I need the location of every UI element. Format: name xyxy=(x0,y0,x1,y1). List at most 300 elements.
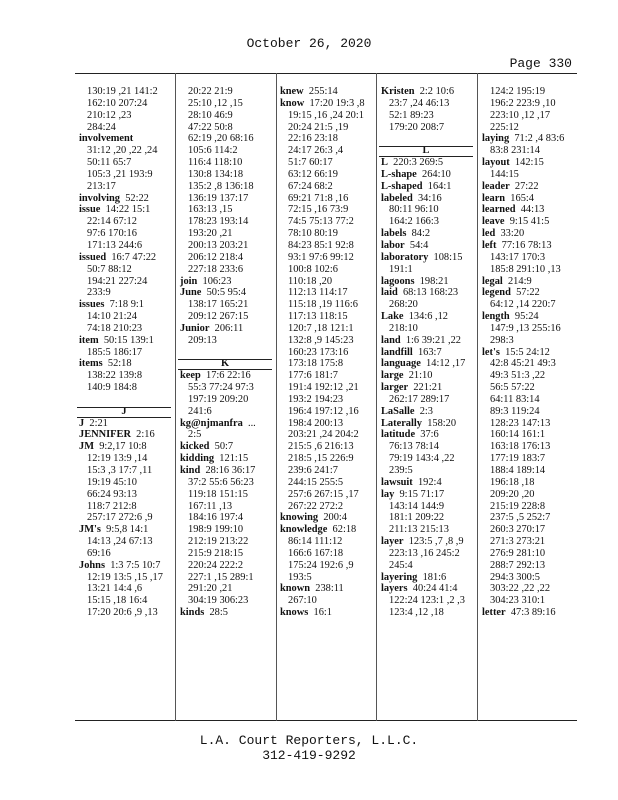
index-term: JM xyxy=(79,441,95,453)
index-column-5 xyxy=(482,86,572,619)
index-continuation: 257:17 272:6 ,9 xyxy=(87,512,153,524)
index-continuation: 260:3 270:17 xyxy=(490,524,546,536)
index-term: labeled xyxy=(381,192,413,204)
index-continuation: 241:6 xyxy=(188,405,212,417)
index-continuation: 191:1 xyxy=(389,263,413,275)
index-continuation: 78:10 80:19 xyxy=(288,228,338,240)
index-continuation: 31:12 ,20 ,22 ,24 xyxy=(87,145,158,157)
index-entry xyxy=(180,418,270,430)
index-continuation: 177:6 181:7 xyxy=(288,370,338,382)
index-entry xyxy=(180,465,270,477)
index-continuation: 136:19 137:17 xyxy=(188,192,249,204)
index-term: lawsuit xyxy=(381,476,413,488)
index-continuation: 79:19 143:4 ,22 xyxy=(389,453,455,465)
index-references: 198:21 xyxy=(419,275,449,287)
index-term: L-shaped xyxy=(381,180,423,192)
index-entry xyxy=(381,489,471,501)
footer-company: L.A. Court Reporters, L.L.C. xyxy=(199,733,419,748)
index-continuation: 15:3 ,3 17:7 ,11 xyxy=(87,465,153,476)
index-entry xyxy=(381,335,471,347)
index-continuation: 42:8 45:21 49:3 xyxy=(490,358,556,370)
index-references: 47:3 89:16 xyxy=(510,607,556,619)
index-references: 50:7 xyxy=(214,441,234,453)
index-continuation: 24:17 26:3 ,4 xyxy=(288,145,344,157)
index-continuation: 22:16 23:18 xyxy=(288,133,338,145)
index-continuation: 227:18 233:6 xyxy=(188,263,244,275)
index-continuation: 198:9 199:10 xyxy=(188,524,244,536)
spacer xyxy=(180,347,270,359)
index-continuation: 245:4 xyxy=(389,559,413,571)
index-continuation: 206:12 218:4 xyxy=(188,251,244,263)
index-references: 134:6 ,12 xyxy=(408,311,448,323)
index-term: L-shape xyxy=(381,168,417,180)
index-continuation: 20:22 21:9 xyxy=(188,86,233,97)
index-continuation: 193:5 xyxy=(288,571,312,583)
index-entry xyxy=(180,276,270,288)
index-continuation: 130:8 134:18 xyxy=(188,168,244,180)
index-continuation: 162:10 207:24 xyxy=(87,97,148,109)
index-continuation: 193:20 ,21 xyxy=(188,228,233,240)
index-continuation: 37:2 55:6 56:23 xyxy=(188,476,254,488)
index-term: labor xyxy=(381,239,405,251)
index-entry xyxy=(79,418,169,430)
letter-heading: L xyxy=(381,145,471,157)
index-continuation: 173:18 175:8 xyxy=(288,358,344,370)
index-continuation: 268:20 xyxy=(389,299,418,311)
index-continuation: 74:5 75:13 77:2 xyxy=(288,216,354,228)
index-continuation: 171:13 244:6 xyxy=(87,239,143,251)
index-continuation: 115:18 ,19 116:6 xyxy=(288,299,358,311)
index-references: 57:22 xyxy=(516,287,540,299)
column-divider xyxy=(477,73,478,721)
index-continuation: 160:23 173:16 xyxy=(288,346,349,358)
index-references: 84:2 xyxy=(411,228,431,240)
index-continuation: 196:18 ,18 xyxy=(490,476,535,488)
index-entry xyxy=(381,86,471,98)
index-references: 54:4 xyxy=(409,239,429,251)
index-entry xyxy=(381,240,471,252)
index-entry xyxy=(482,133,572,145)
index-continuation: 66:24 93:13 xyxy=(87,488,137,500)
index-entry xyxy=(280,86,370,98)
index-term: laboratory xyxy=(381,251,429,263)
page-date: October 26, 2020 xyxy=(246,36,372,51)
index-term: Laterally xyxy=(381,417,422,429)
index-entry xyxy=(482,607,572,619)
index-entry xyxy=(381,382,471,394)
index-term: lagoons xyxy=(381,275,415,287)
index-continuation: 223:10 ,12 ,17 xyxy=(490,109,551,121)
index-entry xyxy=(180,441,270,453)
index-continuation: 130:19 ,21 141:2 xyxy=(87,86,158,97)
index-continuation: 163:18 176:13 xyxy=(490,441,551,453)
index-continuation: 144:15 xyxy=(490,168,519,180)
index-continuation: 118:7 212:8 xyxy=(87,500,137,512)
index-entry xyxy=(482,311,572,323)
spacer xyxy=(79,394,169,406)
index-continuation: 56:5 57:22 xyxy=(490,382,535,394)
index-entry xyxy=(381,347,471,359)
index-term: laying xyxy=(482,133,510,145)
index-term: involvement xyxy=(79,133,134,145)
index-continuation: 225:12 xyxy=(490,121,519,133)
index-term: knew xyxy=(280,86,304,97)
index-entry xyxy=(79,299,169,311)
index-references: 62:18 xyxy=(332,524,357,536)
index-entry xyxy=(79,193,169,205)
index-continuation: 138:22 139:8 xyxy=(87,370,143,382)
index-entry xyxy=(381,477,471,489)
index-term: left xyxy=(482,239,497,251)
index-continuation: 84:23 85:1 92:8 xyxy=(288,239,354,251)
index-continuation: 12:19 13:5 ,15 ,17 xyxy=(87,571,163,583)
index-term: kinds xyxy=(180,607,205,619)
index-entry xyxy=(280,512,370,524)
index-term: Junior xyxy=(180,322,210,334)
index-term: JM's xyxy=(79,524,101,536)
index-continuation: 74:18 210:23 xyxy=(87,322,143,334)
index-references: 28:16 36:17 xyxy=(205,465,256,476)
index-continuation: 218:5 ,15 226:9 xyxy=(288,453,354,465)
index-references: 17:20 19:3 ,8 xyxy=(309,97,365,109)
index-entry xyxy=(482,228,572,240)
index-continuation: 123:4 ,12 ,18 xyxy=(389,607,444,619)
index-entry xyxy=(79,524,169,536)
index-term: latitude xyxy=(381,429,416,441)
index-continuation: 147:9 ,13 255:16 xyxy=(490,322,561,334)
index-entry xyxy=(79,335,169,347)
index-continuation: 291:20 ,21 xyxy=(188,583,233,595)
index-term: layout xyxy=(482,157,510,169)
index-continuation: 210:12 ,23 xyxy=(87,109,132,121)
index-references: 52:22 xyxy=(125,192,149,204)
index-entry xyxy=(381,276,471,288)
index-entry xyxy=(381,287,471,299)
index-references: 2:16 xyxy=(136,429,155,441)
index-continuation: 76:13 78:14 xyxy=(389,441,439,453)
index-continuation: 105:6 114:2 xyxy=(188,145,238,157)
index-references: 7:18 9:1 xyxy=(109,299,144,311)
index-term: Johns xyxy=(79,559,105,571)
index-continuation: 49:3 51:3 ,22 xyxy=(490,370,546,382)
index-references: 200:4 xyxy=(323,512,347,524)
index-references: 2:2 10:6 xyxy=(419,86,455,97)
index-term: knows xyxy=(280,607,309,619)
index-term: Lake xyxy=(381,311,404,323)
index-entry xyxy=(482,193,572,205)
index-entry xyxy=(381,157,471,169)
index-entry xyxy=(482,287,572,299)
index-entry xyxy=(381,406,471,418)
index-references: 220:3 269:5 xyxy=(393,157,444,169)
index-continuation: 239:6 241:7 xyxy=(288,465,338,476)
index-term: involving xyxy=(79,192,120,204)
index-term: LaSalle xyxy=(381,405,415,417)
index-term: labels xyxy=(381,228,407,240)
footer xyxy=(0,733,618,763)
index-term: legal xyxy=(482,275,503,287)
index-references: 68:13 168:23 xyxy=(402,287,459,299)
index-continuation: 244:15 255:5 xyxy=(288,476,344,488)
index-references: 163:7 xyxy=(417,346,442,358)
index-entry xyxy=(79,133,169,145)
index-entry xyxy=(381,169,471,181)
letter-heading: J xyxy=(79,406,169,418)
index-term: length xyxy=(482,311,510,323)
index-continuation: 89:3 119:24 xyxy=(490,405,540,417)
index-continuation: 140:9 184:8 xyxy=(87,382,137,394)
index-term: kind xyxy=(180,465,201,476)
index-continuation: 166:6 167:18 xyxy=(288,547,344,559)
index-references: 17:6 22:16 xyxy=(206,370,251,382)
index-entry xyxy=(482,276,572,288)
index-continuation: 124:2 195:19 xyxy=(490,86,546,97)
index-references: 165:4 xyxy=(510,192,534,204)
index-continuation: 72:15 ,16 73:9 xyxy=(288,204,349,216)
index-entry xyxy=(381,228,471,240)
index-references: 106:23 xyxy=(202,275,232,287)
index-column-3 xyxy=(280,86,370,619)
index-continuation: 143:14 144:9 xyxy=(389,500,445,512)
index-continuation: 17:20 20:6 ,9 ,13 xyxy=(87,607,158,619)
index-term: laid xyxy=(381,287,398,299)
index-continuation: 47:22 50:8 xyxy=(188,121,233,133)
index-term: issue xyxy=(79,204,101,216)
index-term: lay xyxy=(381,488,395,500)
index-continuation: 160:14 161:1 xyxy=(490,429,546,441)
index-references: 192:4 xyxy=(417,476,442,488)
index-term: kg@njmanfra xyxy=(180,417,243,429)
index-term: layers xyxy=(381,583,408,595)
index-term: L xyxy=(381,157,388,169)
index-continuation: 2:5 xyxy=(188,429,202,441)
index-references: 264:10 xyxy=(422,168,451,180)
index-continuation: 233:9 xyxy=(87,287,111,299)
index-term: leave xyxy=(482,216,505,228)
index-term: known xyxy=(280,583,311,595)
index-term: issues xyxy=(79,299,105,311)
index-continuation: 197:19 209:20 xyxy=(188,393,249,405)
index-entry xyxy=(381,193,471,205)
index-continuation: 213:17 xyxy=(87,180,116,192)
index-continuation: 175:24 192:6 ,9 xyxy=(288,559,354,571)
index-term: led xyxy=(482,228,496,240)
index-references: 181:6 xyxy=(422,571,447,583)
index-continuation: 200:13 203:21 xyxy=(188,239,249,251)
index-references: 77:16 78:13 xyxy=(501,239,552,251)
index-continuation: 67:24 68:2 xyxy=(288,180,333,192)
index-references: 9:5,8 14:1 xyxy=(106,524,149,536)
index-entry xyxy=(381,358,471,370)
index-continuation: 22:14 67:12 xyxy=(87,216,137,228)
index-term: learn xyxy=(482,192,506,204)
index-term: knowledge xyxy=(280,524,328,536)
index-references: 123:5 ,7 ,8 ,9 xyxy=(408,536,464,548)
index-continuation: 105:3 ,21 193:9 xyxy=(87,168,153,180)
index-references: 33:20 xyxy=(500,228,525,240)
index-continuation: 14:13 ,24 67:13 xyxy=(87,536,153,548)
index-term: Kristen xyxy=(381,86,415,97)
column-divider xyxy=(175,73,176,721)
index-continuation: 80:11 96:10 xyxy=(389,204,439,216)
index-references: 1:6 39:21 ,22 xyxy=(405,334,461,346)
index-term: language xyxy=(381,358,421,370)
index-continuation: 93:1 97:6 99:12 xyxy=(288,251,354,263)
index-continuation: 52:1 89:23 xyxy=(389,109,434,121)
index-continuation: 209:20 ,20 xyxy=(490,488,535,500)
index-term: land xyxy=(381,334,401,346)
index-references: 214:9 xyxy=(507,275,532,287)
index-entry xyxy=(79,204,169,216)
index-column-1 xyxy=(79,86,169,619)
index-references: ... xyxy=(247,417,256,429)
index-continuation: 50:7 88:12 xyxy=(87,263,132,275)
index-references: 14:12 ,17 xyxy=(426,358,466,370)
index-continuation: 179:20 208:7 xyxy=(389,121,445,133)
index-continuation: 128:23 147:13 xyxy=(490,417,551,429)
footer-phone: 312-419-9292 xyxy=(262,748,356,763)
index-continuation: 25:10 ,12 ,15 xyxy=(188,97,243,109)
index-references: 27:22 xyxy=(514,180,539,192)
index-entry xyxy=(482,204,572,216)
index-term: keep xyxy=(180,370,201,382)
index-entry xyxy=(79,560,169,572)
index-continuation: 185:8 291:10 ,13 xyxy=(490,263,561,275)
index-entry xyxy=(180,453,270,465)
index-entry xyxy=(180,323,270,335)
index-continuation: 239:5 xyxy=(389,465,413,476)
index-continuation: 28:10 46:9 xyxy=(188,109,233,121)
index-references: 50:5 95:4 xyxy=(206,287,247,299)
index-continuation: 178:23 193:14 xyxy=(188,216,249,228)
index-entry xyxy=(381,583,471,595)
index-continuation: 257:6 267:15 ,17 xyxy=(288,488,359,500)
index-entry xyxy=(79,358,169,370)
index-references: 28:5 xyxy=(209,607,228,619)
index-term: learned xyxy=(482,204,516,216)
index-references: 121:15 xyxy=(219,453,249,465)
index-continuation: 112:13 114:17 xyxy=(288,287,348,299)
index-term: kicked xyxy=(180,441,210,453)
index-continuation: 13:21 14:4 ,6 xyxy=(87,583,143,595)
index-term: J xyxy=(79,417,85,429)
index-continuation: 116:4 118:10 xyxy=(188,157,243,169)
index-references: 95:24 xyxy=(514,311,539,323)
index-continuation: 209:12 267:15 xyxy=(188,311,249,323)
index-entry xyxy=(381,370,471,382)
index-entry xyxy=(381,181,471,193)
index-entry xyxy=(280,98,370,110)
index-term: large xyxy=(381,370,404,382)
index-references: 142:15 xyxy=(514,157,544,169)
index-continuation: 135:2 ,8 136:18 xyxy=(188,180,254,192)
page-number: Page 330 xyxy=(509,56,572,71)
index-continuation: 237:5 ,5 252:7 xyxy=(490,512,551,524)
index-entry xyxy=(280,583,370,595)
index-references: 50:15 139:1 xyxy=(103,334,154,346)
index-term: letter xyxy=(482,607,506,619)
index-continuation: 86:14 111:12 xyxy=(288,536,343,548)
index-continuation: 62:19 ,20 68:16 xyxy=(188,133,254,145)
index-references: 71:2 ,4 83:6 xyxy=(514,133,565,145)
index-term: join xyxy=(180,275,198,287)
index-continuation: 117:13 118:15 xyxy=(288,311,348,323)
index-term: issued xyxy=(79,251,107,263)
index-continuation: 163:13 ,15 xyxy=(188,204,233,216)
index-continuation: 304:19 306:23 xyxy=(188,595,249,607)
index-continuation: 12:19 13:9 ,14 xyxy=(87,453,148,465)
index-entry xyxy=(482,157,572,169)
index-continuation: 19:15 ,16 ,24 20:1 xyxy=(288,109,364,121)
index-entry xyxy=(381,536,471,548)
index-continuation: 110:18 ,20 xyxy=(288,275,333,287)
index-continuation: 185:5 186:17 xyxy=(87,346,143,358)
index-references: 108:15 xyxy=(433,251,463,263)
index-continuation: 198:4 200:13 xyxy=(288,417,344,429)
index-continuation: 188:4 189:14 xyxy=(490,465,546,476)
index-continuation: 193:2 194:23 xyxy=(288,393,344,405)
index-entry xyxy=(79,252,169,264)
index-term: kidding xyxy=(180,453,215,465)
index-continuation: 220:24 222:2 xyxy=(188,559,244,571)
index-continuation: 97:6 170:16 xyxy=(87,228,137,240)
index-entry xyxy=(79,441,169,453)
index-continuation: 83:8 231:14 xyxy=(490,145,540,157)
index-entry xyxy=(482,181,572,193)
index-continuation: 203:21 ,24 204:2 xyxy=(288,429,359,441)
index-references: 206:11 xyxy=(214,322,244,334)
index-continuation: 164:2 166:3 xyxy=(389,216,439,228)
index-references: 52:18 xyxy=(107,358,132,370)
index-continuation: 167:11 ,13 xyxy=(188,500,233,512)
index-continuation: 14:10 21:24 xyxy=(87,311,137,323)
index-references: 238:11 xyxy=(315,583,344,595)
index-references: 164:1 xyxy=(427,180,452,192)
index-continuation: 15:15 ,18 16:4 xyxy=(87,595,148,607)
index-continuation: 262:17 289:17 xyxy=(389,393,450,405)
index-references: 9:15 41:5 xyxy=(509,216,550,228)
index-references: 21:10 xyxy=(408,370,433,382)
index-references: 9:2,17 10:8 xyxy=(99,441,147,453)
index-continuation: 196:2 223:9 ,10 xyxy=(490,97,556,109)
index-references: 37:6 xyxy=(420,429,439,441)
index-references: 221:21 xyxy=(413,382,443,394)
index-continuation: 194:21 227:24 xyxy=(87,275,148,287)
index-continuation: 288:7 292:13 xyxy=(490,559,546,571)
index-references: 14:22 15:1 xyxy=(105,204,151,216)
index-entry xyxy=(381,418,471,430)
index-continuation: 23:7 ,24 46:13 xyxy=(389,97,450,109)
column-divider xyxy=(276,73,277,721)
index-entry xyxy=(381,572,471,584)
index-references: 16:1 xyxy=(313,607,332,619)
index-continuation: 223:13 ,16 245:2 xyxy=(389,547,460,559)
index-continuation: 303:22 ,22 ,22 xyxy=(490,583,551,595)
letter-heading: K xyxy=(180,358,270,370)
index-continuation: 100:8 102:6 xyxy=(288,263,338,275)
index-continuation: 304:23 310:1 xyxy=(490,595,546,607)
index-entry xyxy=(180,607,270,619)
spacer xyxy=(381,133,471,145)
index-term: landfill xyxy=(381,346,413,358)
index-continuation: 211:13 215:13 xyxy=(389,524,449,536)
index-references: 158:20 xyxy=(427,417,457,429)
index-term: let's xyxy=(482,346,500,358)
index-continuation: 215:19 228:8 xyxy=(490,500,546,512)
column-divider xyxy=(376,73,377,721)
index-continuation: 69:21 71:8 ,16 xyxy=(288,192,349,204)
index-continuation: 50:11 65:7 xyxy=(87,157,132,169)
